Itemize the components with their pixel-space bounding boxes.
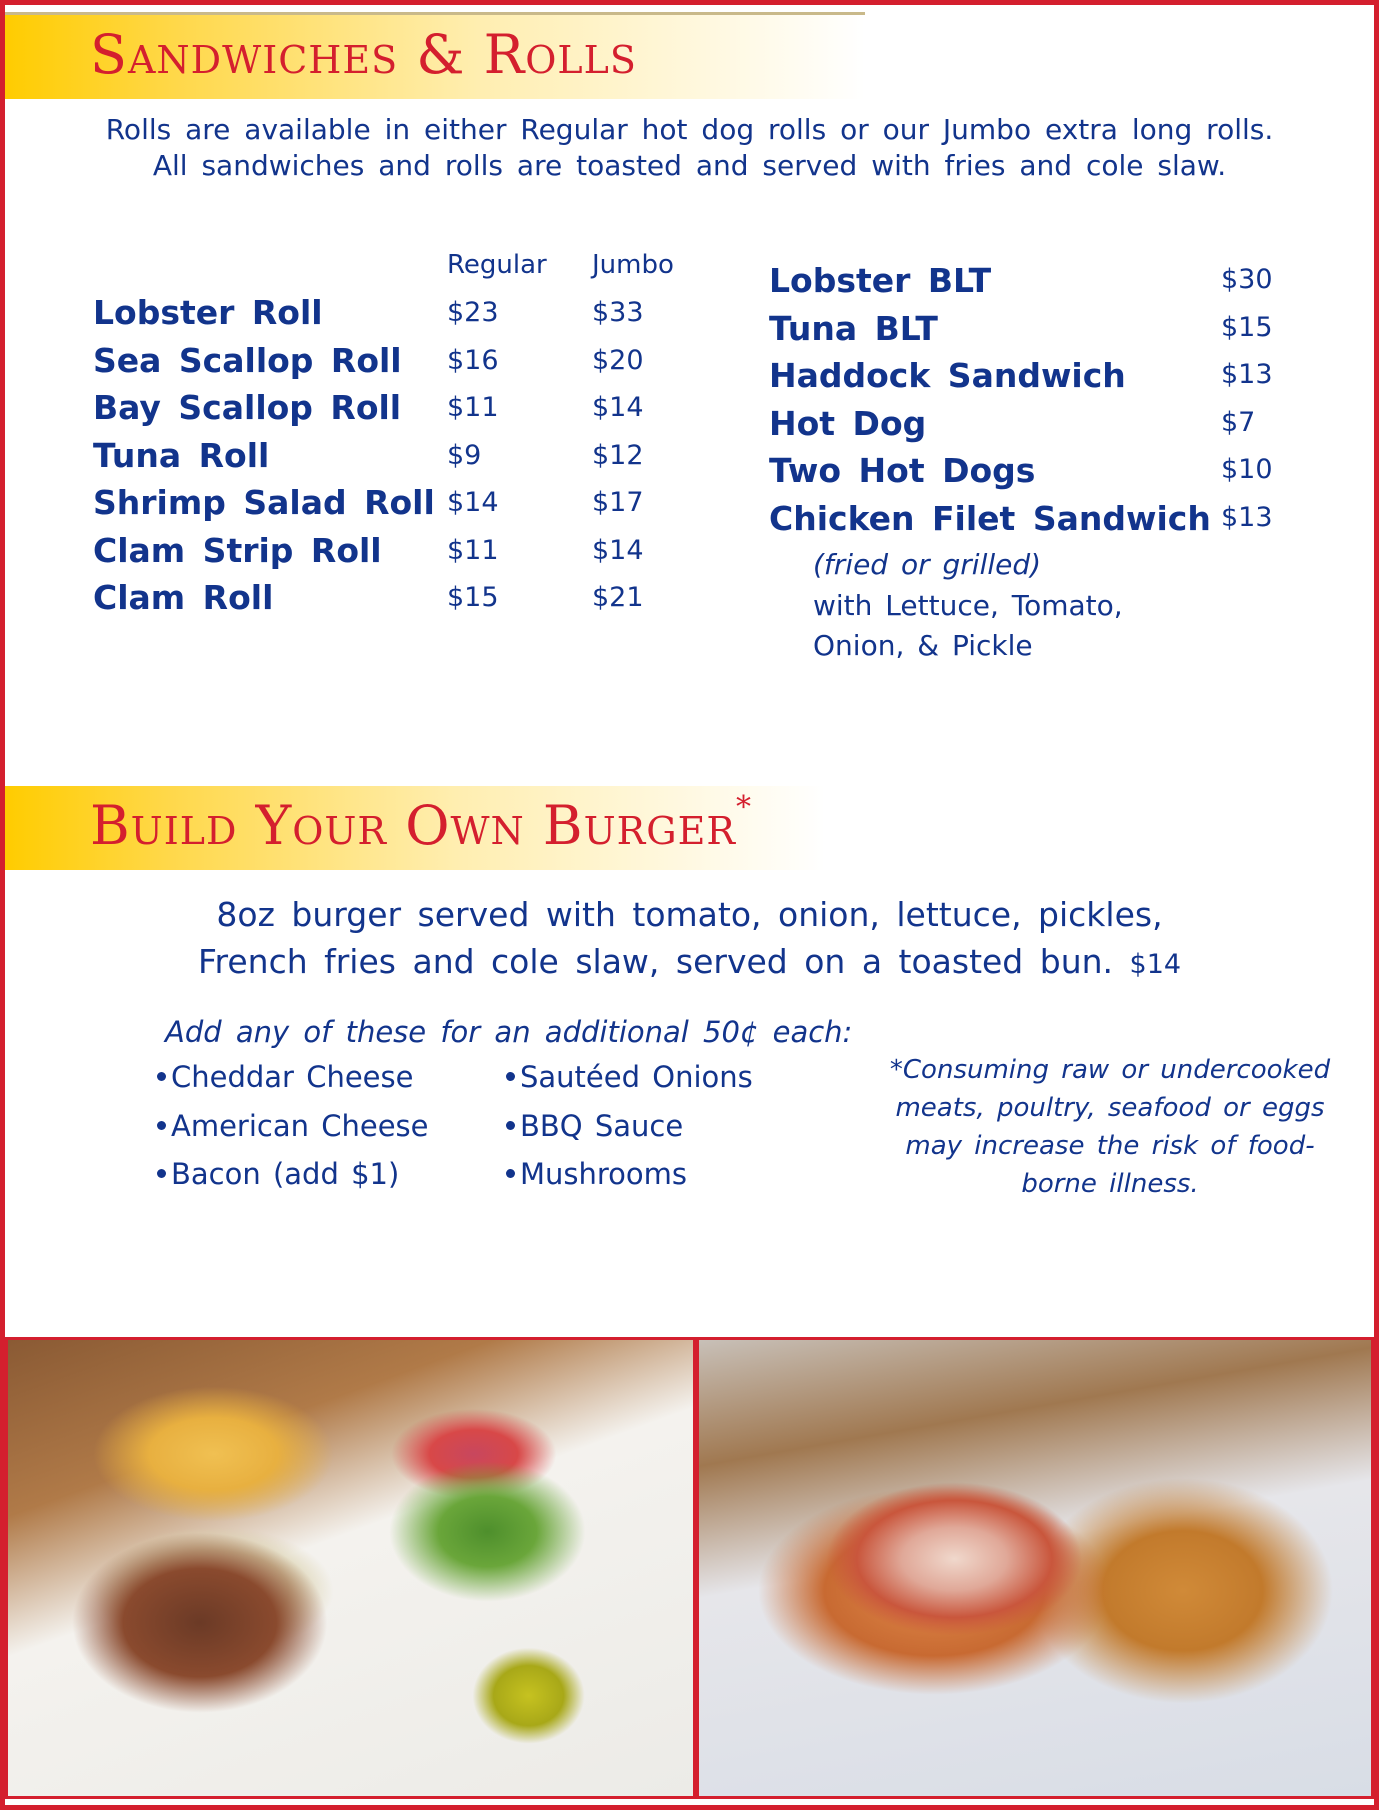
addon-item: [506, 1157, 687, 1191]
sandwich-price: $30: [1221, 264, 1273, 295]
bullet-icon: [157, 1169, 166, 1178]
sandwich-name: Chicken Filet Sandwich: [769, 499, 1211, 538]
addon-label: Cheddar Cheese: [171, 1060, 414, 1094]
burger-description-text: French fries and cole slaw, served on a toasted bun.: [197, 942, 1114, 981]
addon-label: Mushrooms: [520, 1157, 688, 1191]
addon-item: [157, 1109, 429, 1143]
sandwich-name: Haddock Sandwich: [769, 356, 1126, 395]
roll-name: Lobster Roll: [93, 293, 323, 332]
food-safety-disclaimer: *Consuming raw or undercooked meats, poultry, seafood or eggs may increase the risk of food-borne illness.: [889, 1055, 1331, 1199]
roll-name: Sea Scallop Roll: [93, 341, 402, 380]
lobster-photo-caption: [1194, 1776, 1361, 1790]
sandwich-name: Tuna BLT: [769, 309, 938, 348]
chicken-note-toppings-1: with Lettuce, Tomato,: [813, 589, 1123, 622]
roll-price-regular: $9: [447, 440, 482, 471]
roll-price-regular: $14: [447, 487, 499, 518]
addon-item: [157, 1157, 399, 1191]
addon-label: American Cheese: [171, 1109, 429, 1143]
sandwich-name: Lobster BLT: [769, 261, 992, 300]
roll-price-jumbo: $12: [592, 440, 644, 471]
sandwich-price: $13: [1221, 359, 1273, 390]
roll-price-jumbo: $17: [592, 487, 644, 518]
burger-title-asterisk: *: [735, 790, 752, 825]
sandwiches-title: Sandwiches & Rolls: [90, 23, 637, 86]
roll-name: Tuna Roll: [93, 436, 270, 475]
column-header-jumbo: Jumbo: [592, 250, 674, 280]
addons-heading: Add any of these for an additional 50¢ each:: [165, 1015, 853, 1049]
chicken-note-style: (fried or grilled): [813, 548, 1042, 581]
burger-description-line-1: 8oz burger served with tomato, onion, lettuce, pickles,: [216, 895, 1163, 934]
roll-price-regular: $16: [447, 345, 499, 376]
sandwiches-banner: [5, 12, 865, 99]
burger-price: $14: [1129, 949, 1182, 980]
sandwich-price: $15: [1221, 312, 1273, 343]
roll-price-jumbo: $21: [592, 582, 644, 613]
sandwich-name: Hot Dog: [769, 404, 927, 443]
burger-photo-caption: [429, 1776, 683, 1790]
chicken-note-toppings-2: Onion, & Pickle: [813, 629, 1033, 662]
roll-price-jumbo: $33: [592, 297, 644, 328]
roll-price-regular: $15: [447, 582, 499, 613]
roll-name: Bay Scallop Roll: [93, 388, 402, 427]
roll-name: Clam Roll: [93, 578, 274, 617]
burger-description-line-2: [5, 938, 1374, 988]
roll-price-regular: $23: [447, 297, 499, 328]
bullet-icon: [157, 1121, 166, 1130]
addon-label: Sautéed Onions: [520, 1060, 753, 1094]
addon-item: [157, 1060, 413, 1094]
sandwiches-intro-line-2: All sandwiches and rolls are toasted and served with fries and cole slaw.: [152, 149, 1227, 182]
bullet-icon: [506, 1121, 515, 1130]
roll-name: Clam Strip Roll: [93, 531, 382, 570]
sandwich-price: $7: [1221, 407, 1256, 438]
roll-price-jumbo: $14: [592, 392, 644, 423]
addon-item: [506, 1109, 683, 1143]
burger-title-text: Build Your Own Burger: [90, 794, 736, 857]
roll-price-regular: $11: [447, 392, 499, 423]
addon-label: Bacon (add $1): [171, 1157, 400, 1191]
sandwich-price: $10: [1221, 454, 1273, 485]
bullet-icon: [506, 1072, 515, 1081]
addon-item: [506, 1060, 753, 1094]
burger-title: [90, 790, 752, 857]
sandwiches-intro-line-1: Rolls are available in either Regular hot dog rolls or our Jumbo extra long rolls.: [105, 113, 1274, 146]
sandwich-name: Two Hot Dogs: [769, 451, 1036, 490]
roll-name: Shrimp Salad Roll: [93, 483, 435, 522]
bullet-icon: [506, 1169, 515, 1178]
sandwich-price: $13: [1221, 502, 1273, 533]
roll-price-jumbo: $14: [592, 535, 644, 566]
lobster-roll-photo: [696, 1337, 1374, 1799]
burger-banner: [5, 786, 825, 870]
addon-label: BBQ Sauce: [520, 1109, 684, 1143]
burger-photo: [5, 1337, 696, 1799]
column-header-regular: Regular: [447, 250, 547, 280]
roll-price-jumbo: $20: [592, 345, 644, 376]
bullet-icon: [157, 1072, 166, 1081]
roll-price-regular: $11: [447, 535, 499, 566]
